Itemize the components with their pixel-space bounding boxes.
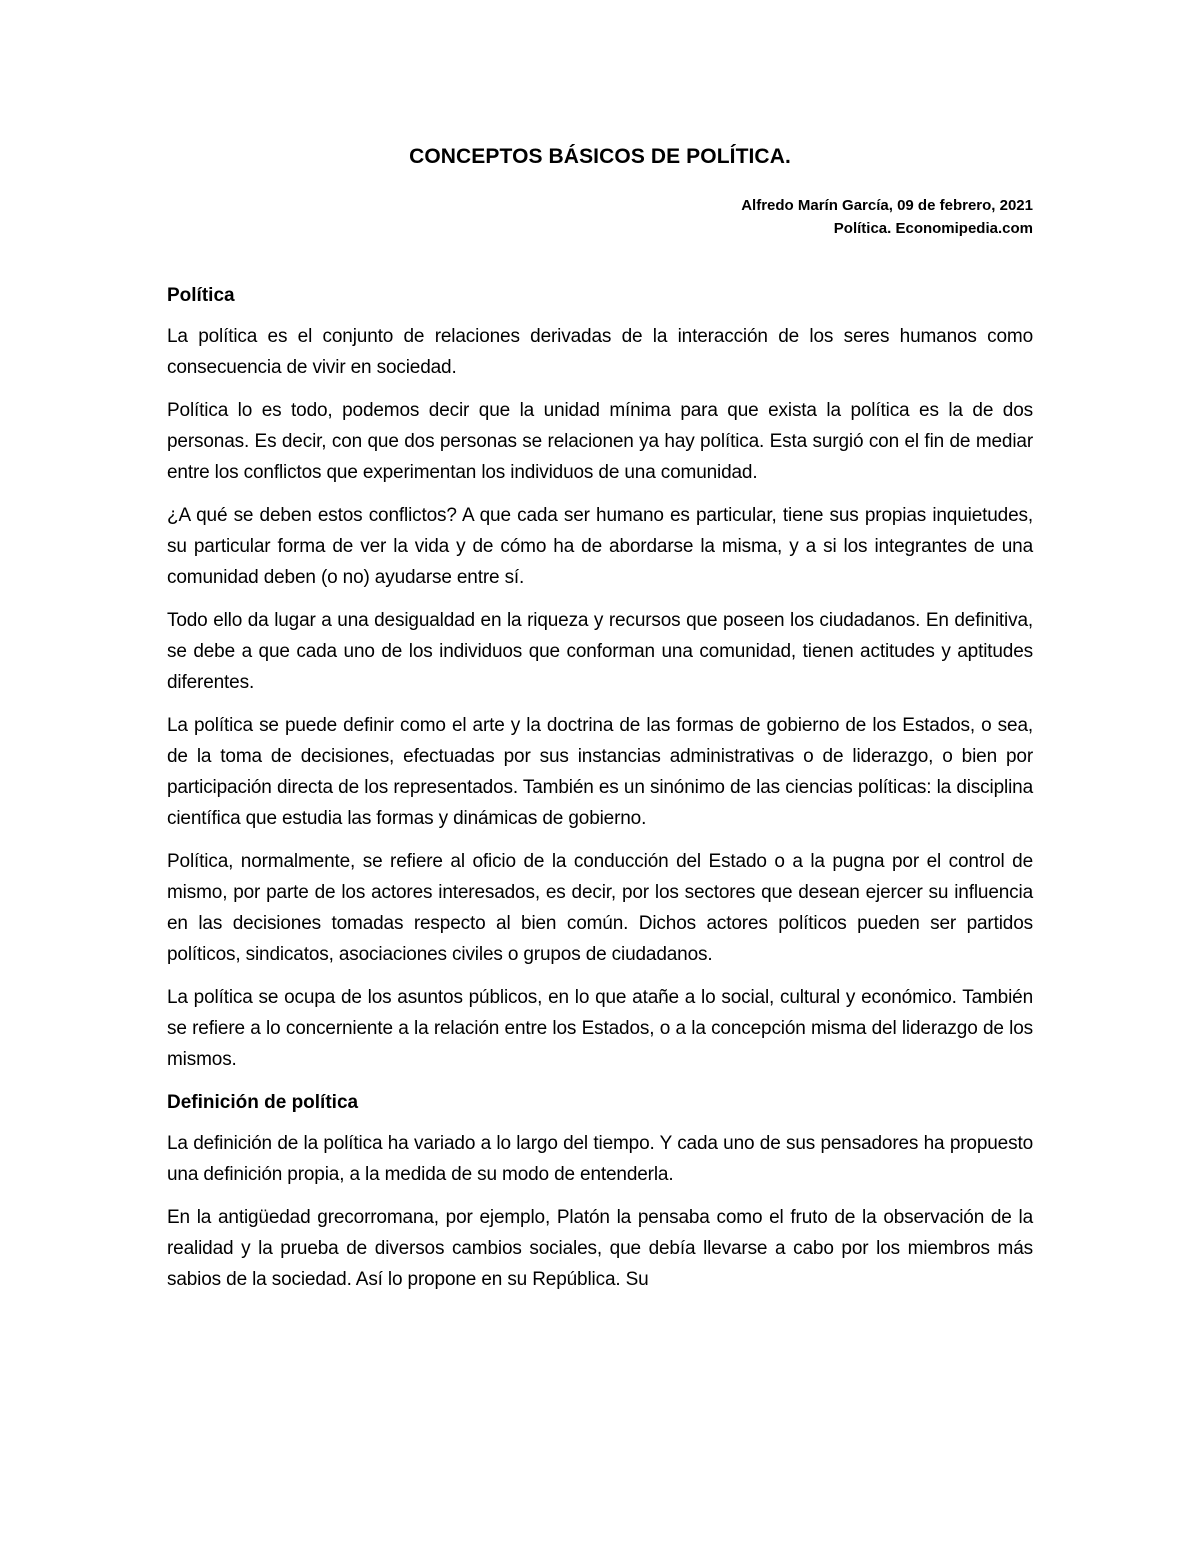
- author-date-line: Alfredo Marín García, 09 de febrero, 2021: [741, 197, 1033, 214]
- paragraph: La definición de la política ha variado a lo largo del tiempo. Y cada uno de sus pensadores ha propuesto una definición propia, a la medida de su modo de entenderla.: [167, 1133, 1033, 1185]
- paragraph: Política, normalmente, se refiere al oficio de la conducción del Estado o a la pugna por el control de mismo, por parte de los actores interesados, es decir, por los sectores que desean ejercer su influencia en las decisiones tomadas respecto al bien común. Dichos actores políticos pueden ser partidos políticos, sindicatos, asociaciones civiles o grupos de ciudadanos.: [167, 851, 1033, 965]
- paragraph: Política lo es todo, podemos decir que la unidad mínima para que exista la política es la de dos personas. Es decir, con que dos personas se relacionen ya hay política. Esta surgió con el fin de mediar entre los conflictos que experimentan los individuos de una comunidad.: [167, 400, 1033, 483]
- source-line: Política. Economipedia.com: [833, 220, 1033, 237]
- paragraph: En la antigüedad grecorromana, por ejemplo, Platón la pensaba como el fruto de la observación de la realidad y la prueba de diversos cambios sociales, que debía llevarse a cabo por los miembros más sabios de la sociedad. Así lo propone en su República. Su: [167, 1207, 1033, 1290]
- paragraph: Todo ello da lugar a una desigualdad en la riqueza y recursos que poseen los ciudadanos. En definitiva, se debe a que cada uno de los individuos que conforman una comunidad, tienen actitudes y aptitudes diferentes.: [167, 610, 1033, 693]
- paragraph: ¿A qué se deben estos conflictos? A que cada ser humano es particular, tiene sus propias inquietudes, su particular forma de ver la vida y de cómo ha de abordarse la misma, y a si los integrantes de una comunidad deben (o no) ayudarse entre sí.: [167, 505, 1033, 588]
- paragraph: La política se puede definir como el arte y la doctrina de las formas de gobierno de los Estados, o sea, de la toma de decisiones, efectuadas por sus instancias administrativas o de liderazgo, o bien por participación directa de los representados. También es un sinónimo de las ciencias políticas: la disciplina científica que estudia las formas y dinámicas de gobierno.: [167, 715, 1033, 829]
- document-title: CONCEPTOS BÁSICOS DE POLÍTICA.: [409, 145, 791, 168]
- document-meta: [167, 194, 1033, 240]
- section-heading-politica: Política: [167, 285, 235, 306]
- document-body: [167, 140, 1033, 1307]
- paragraph: La política se ocupa de los asuntos públicos, en lo que atañe a lo social, cultural y económico. También se refiere a lo concerniente a la relación entre los Estados, o a la concepción misma del liderazgo de los mismos.: [167, 987, 1033, 1070]
- paragraph: La política es el conjunto de relaciones derivadas de la interacción de los seres humanos como consecuencia de vivir en sociedad.: [167, 326, 1033, 378]
- section-heading-definicion: Definición de política: [167, 1092, 359, 1113]
